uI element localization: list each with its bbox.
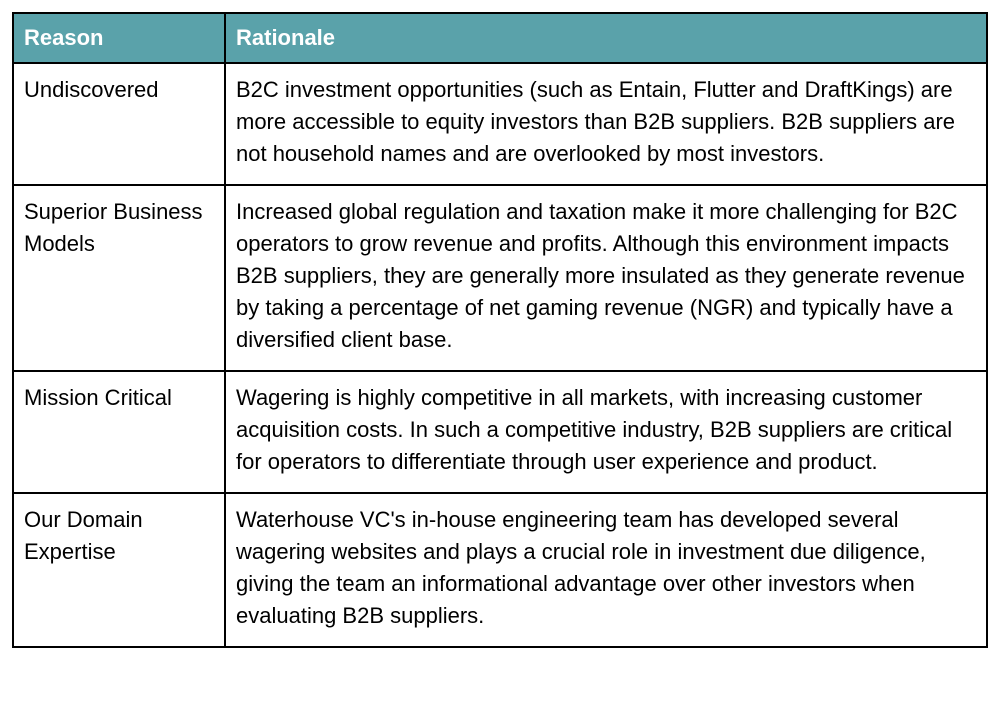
header-rationale: Rationale [225, 13, 987, 63]
table-row [13, 493, 987, 647]
rationale-cell: Waterhouse VC's in-house engineering team has developed several wagering websites and plays a crucial role in investment due diligence, giving the team an informational advantage over other investors when evaluating B2B suppliers. [225, 493, 987, 647]
rationale-cell: Wagering is highly competitive in all markets, with increasing customer acquisition costs. In such a competitive industry, B2B suppliers are critical for operators to differentiate through user experience and product. [225, 371, 987, 493]
table-row [13, 185, 987, 371]
rationale-cell: Increased global regulation and taxation make it more challenging for B2C operators to grow revenue and profits. Although this environment impacts B2B suppliers, they are generally more insulated as they generate revenue by taking a percentage of net gaming revenue (NGR) and typically have a diversified client base. [225, 185, 987, 371]
header-reason: Reason [13, 13, 225, 63]
header-row [13, 13, 987, 63]
reason-cell: Mission Critical [13, 371, 225, 493]
reason-cell: Undiscovered [13, 63, 225, 185]
reason-cell: Our Domain Expertise [13, 493, 225, 647]
reasons-table [12, 12, 988, 648]
table-row [13, 371, 987, 493]
table-row [13, 63, 987, 185]
reason-cell: Superior Business Models [13, 185, 225, 371]
rationale-cell: B2C investment opportunities (such as Entain, Flutter and DraftKings) are more accessible to equity investors than B2B suppliers. B2B suppliers are not household names and are overlooked by most investors. [225, 63, 987, 185]
